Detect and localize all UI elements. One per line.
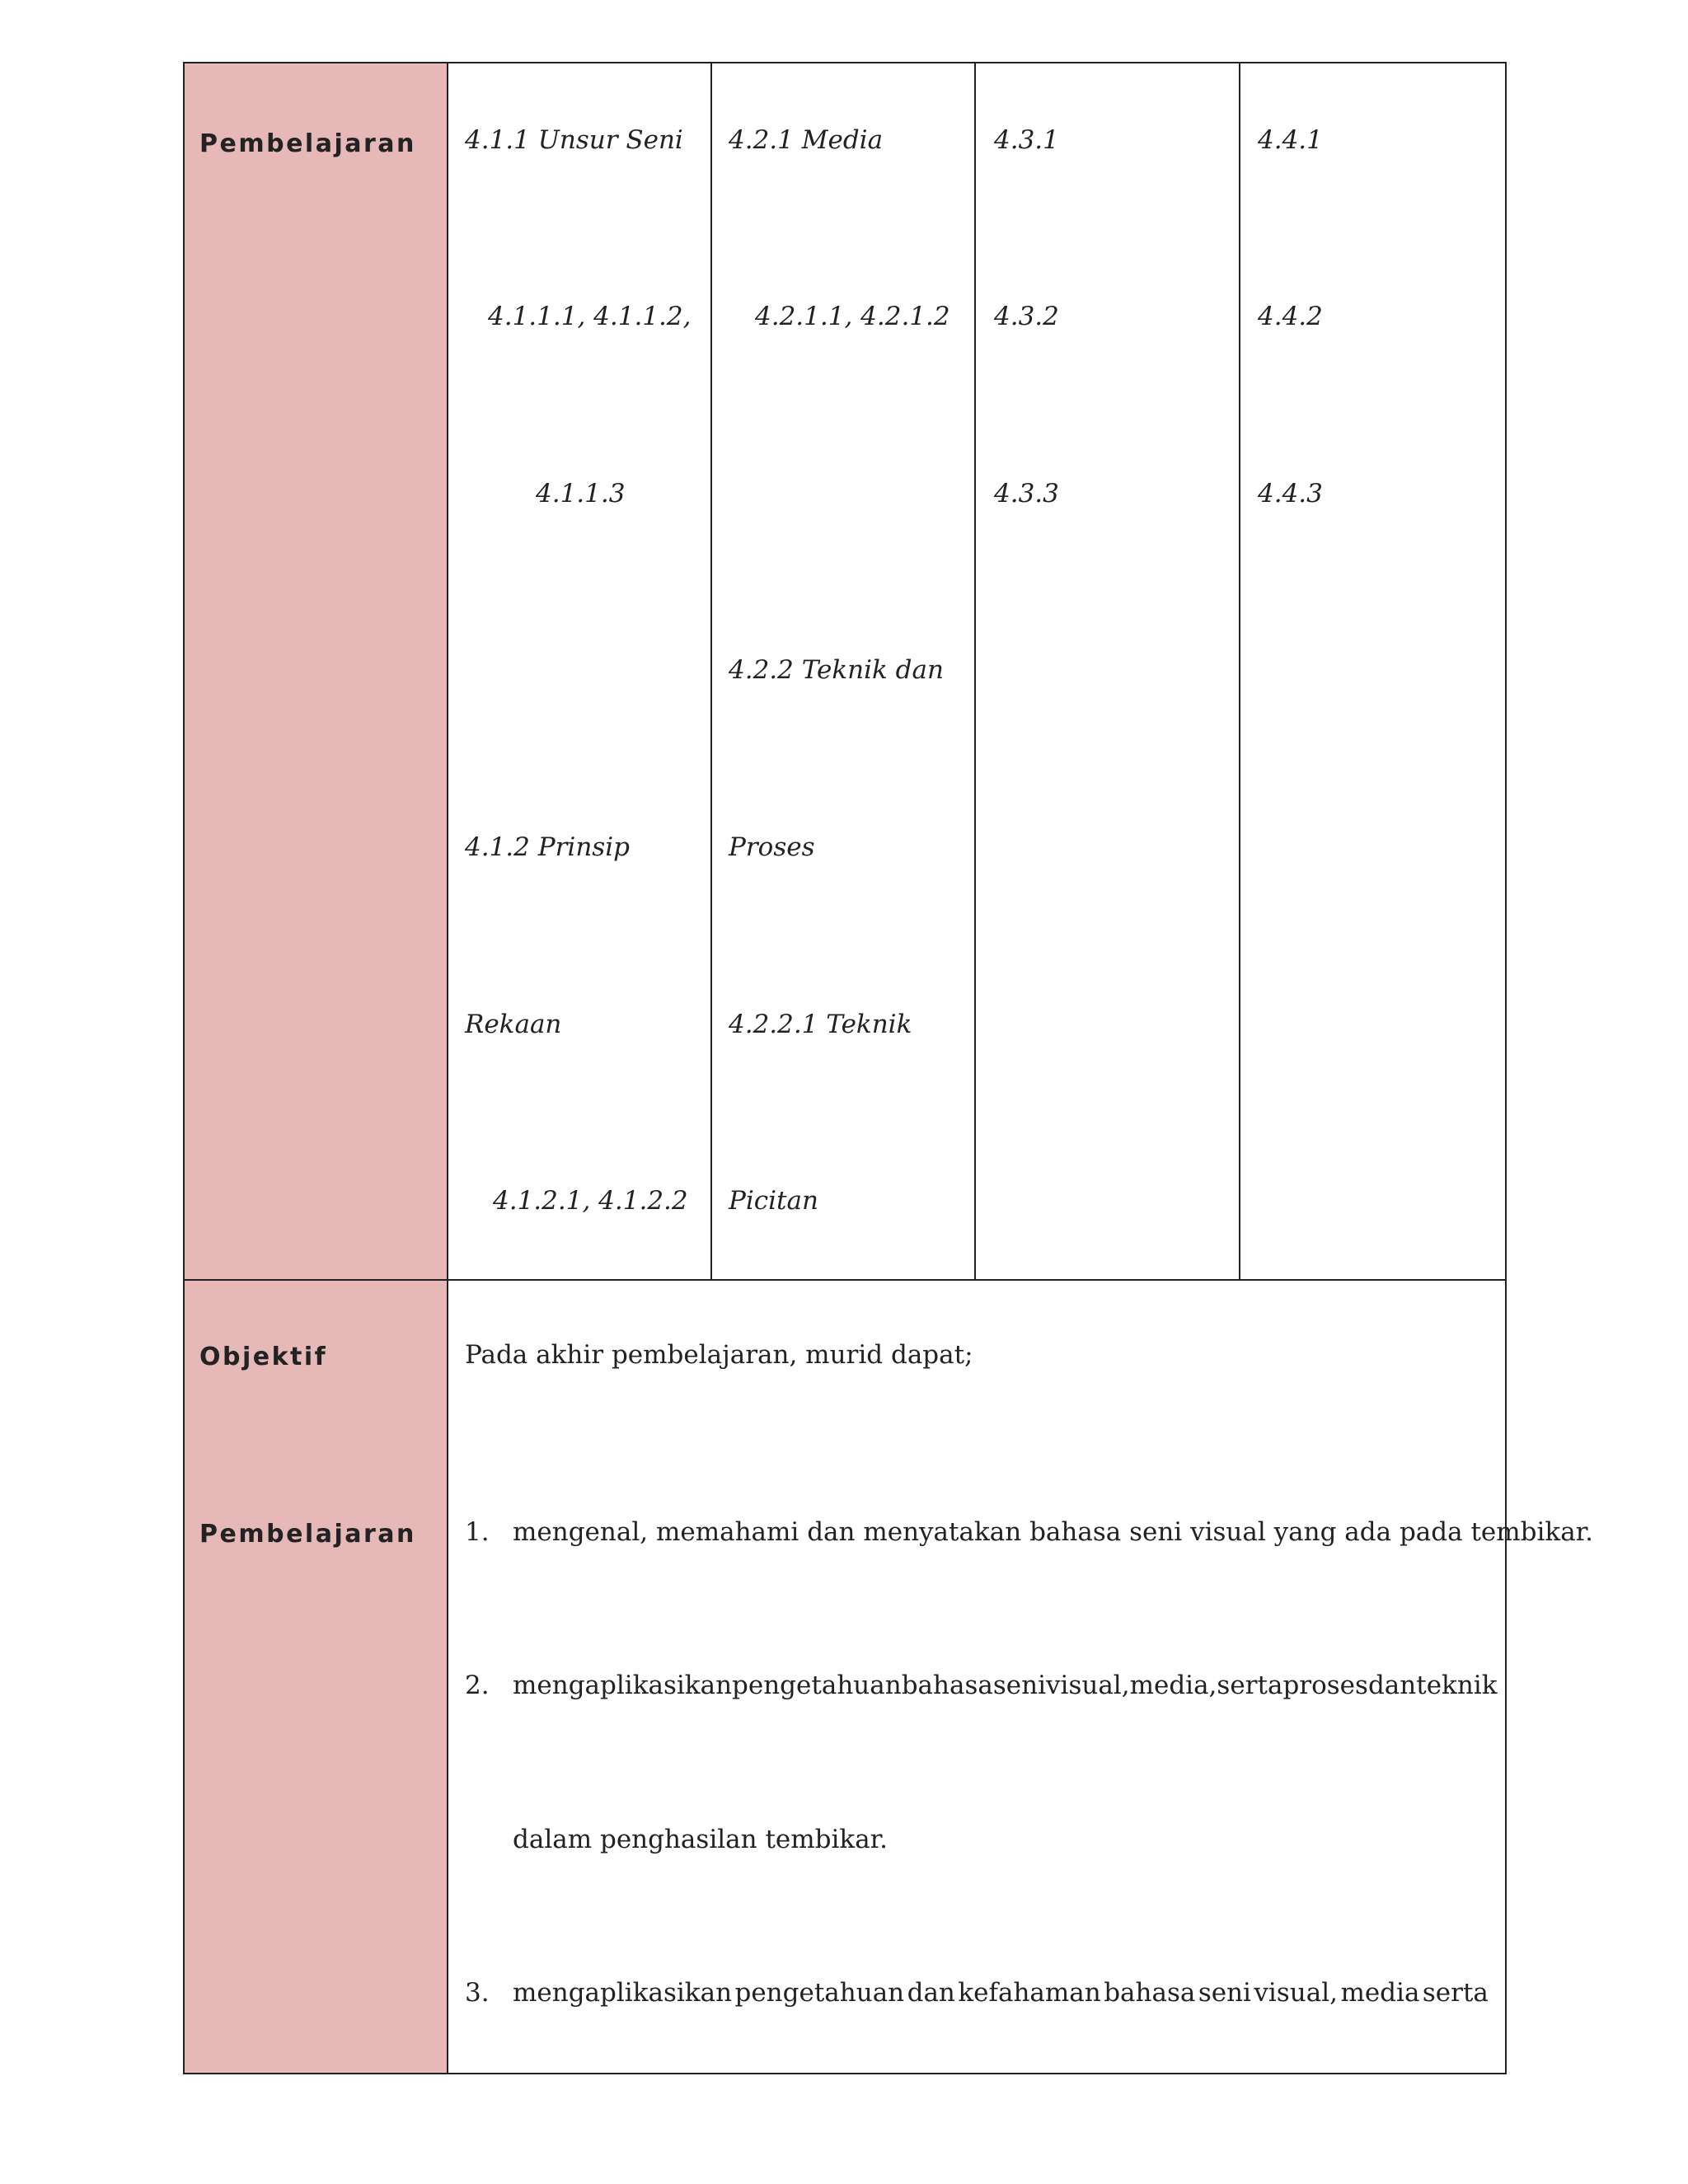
standard-4-1-1-sub: 4.1.1.1, 4.1.1.2, — [488, 302, 692, 331]
standard-4-2-2: 4.2.2 Teknik dan — [729, 655, 944, 685]
column-divider — [710, 63, 712, 1279]
standard-4-4-2: 4.4.2 — [1258, 302, 1323, 331]
objective-item-2-line-1: mengaplikasikan pengetahuan bahasa seni visual, media, serta proses dan teknik — [513, 1671, 1498, 1700]
standard-4-1-2-sub: 4.1.2.1, 4.1.2.2 — [493, 1186, 688, 1216]
objective-number-1: 1. — [465, 1517, 490, 1547]
standard-4-2-2-cont: Proses — [729, 832, 815, 862]
column-divider — [974, 63, 976, 1279]
row-divider — [185, 1279, 1505, 1281]
standard-4-3-1: 4.3.1 — [994, 125, 1059, 155]
objective-intro: Pada akhir pembelajaran, murid dapat; — [465, 1340, 973, 1370]
standard-4-3-3: 4.3.3 — [994, 479, 1059, 509]
standard-4-4-1: 4.4.1 — [1258, 125, 1323, 155]
label-column — [185, 63, 448, 2073]
standard-4-4-3: 4.4.3 — [1258, 479, 1323, 509]
standard-4-2-2-1: 4.2.2.1 Teknik — [729, 1010, 912, 1039]
standard-4-2-1: 4.2.1 Media — [729, 125, 884, 155]
objective-number-2: 2. — [465, 1671, 490, 1700]
lesson-plan-table — [183, 62, 1593, 2074]
objective-item-3-line-1: mengaplikasikan pengetahuan dan kefahaman bahasa seni visual, media serta — [513, 1978, 1489, 2008]
objective-number-3: 3. — [465, 1978, 490, 2008]
standard-4-1-1: 4.1.1 Unsur Seni — [465, 125, 683, 155]
standard-4-1-2: 4.1.2 Prinsip — [465, 832, 630, 862]
objective-item-2-line-2: dalam penghasilan tembikar. — [513, 1825, 888, 1854]
standard-4-2-2-1-cont: Picitan — [729, 1186, 818, 1216]
objective-item-1: mengenal, memahami dan menyatakan bahasa seni visual yang ada pada tembikar. — [513, 1517, 1593, 1547]
standard-4-3-2: 4.3.2 — [994, 302, 1059, 331]
row-label-pembelajaran-2: Pembelajaran — [199, 1520, 416, 1549]
standard-4-1-2-cont: Rekaan — [465, 1010, 562, 1039]
column-divider — [447, 63, 448, 2073]
row-label-objektif: Objektif — [199, 1343, 328, 1371]
standard-4-2-1-sub: 4.2.1.1, 4.2.1.2 — [755, 302, 950, 331]
row-label-pembelajaran: Pembelajaran — [199, 129, 416, 158]
column-divider — [1239, 63, 1240, 1279]
standard-4-1-1-3: 4.1.1.3 — [536, 479, 626, 509]
